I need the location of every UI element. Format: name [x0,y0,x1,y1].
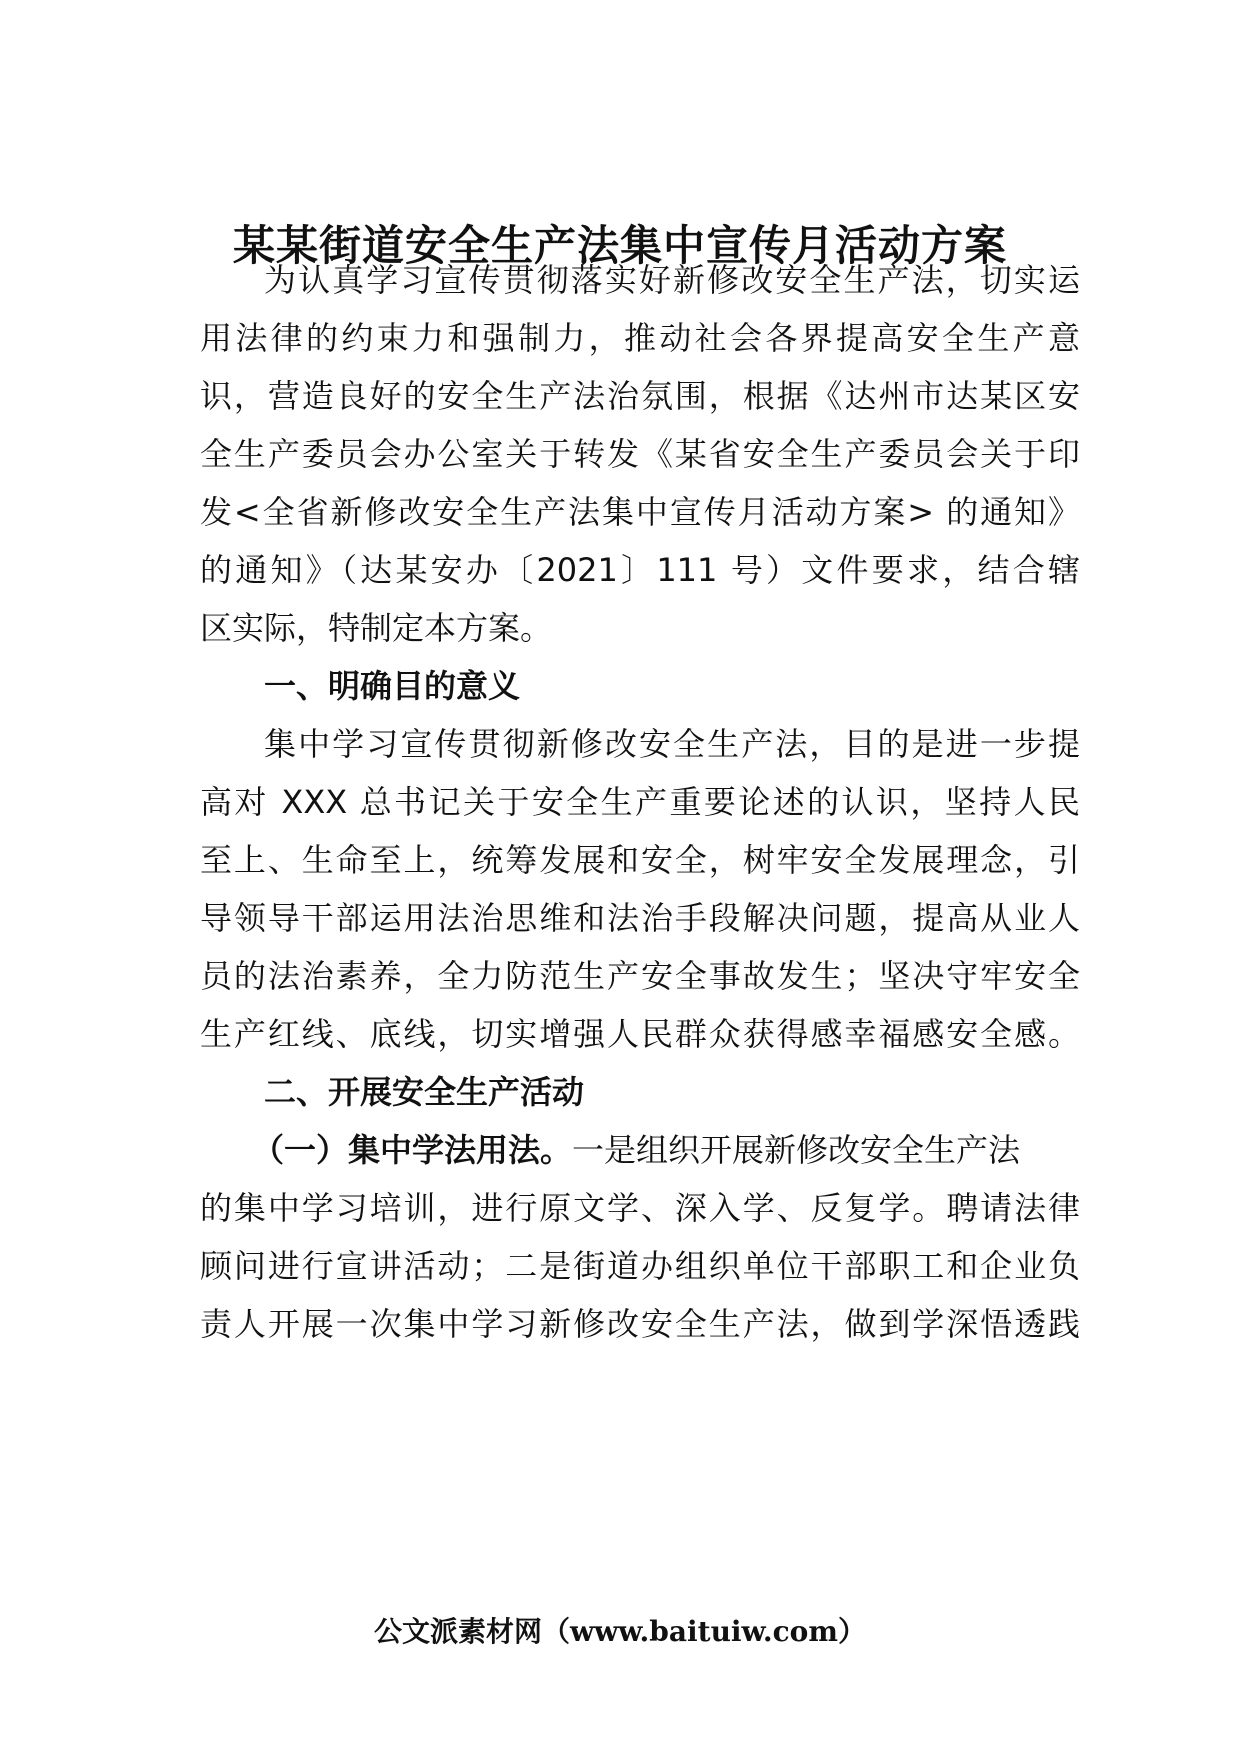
intro-line: 的通知》（达某安办〔2021〕111 号）文件要求，结合辖 [200,551,1080,589]
intro-line: 识，营造良好的安全生产法治氛围，根据《达州市达某区安 [200,377,1080,415]
subsection-line: 责人开展一次集中学习新修改安全生产法，做到学深悟透践 [200,1305,1080,1343]
subsection-text: 一是组织开展新修改安全生产法 [572,1131,1021,1169]
subsection-label: （一）集中学法用法。 [252,1131,573,1169]
section1-line: 集中学习宣传贯彻新修改安全生产法，目的是进一步提 [264,725,1080,763]
subsection-first-line [252,1118,1080,1182]
intro-line: 全生产委员会办公室关于转发《某省安全生产委员会关于印 [200,435,1080,473]
intro-line: 为认真学习宣传贯彻落实好新修改安全生产法，切实运 [264,261,1080,299]
section1-line: 员的法治素养，全力防范生产安全事故发生；坚决守牢安全 [200,957,1080,995]
page-footer: 公文派素材网（www.baituiw.com） [374,1615,866,1648]
intro-line: 发<全省新修改安全生产法集中宣传月活动方案> 的通知》 [200,493,1080,531]
subsection-line: 的集中学习培训，进行原文学、深入学、反复学。聘请法律 [200,1189,1080,1227]
intro-line: 用法律的约束力和强制力，推动社会各界提高安全生产意 [200,319,1080,357]
section1-line: 高对 XXX 总书记关于安全生产重要论述的认识，坚持人民 [200,783,1080,821]
section-heading: 二、开展安全生产活动 [264,1073,585,1111]
section1-line: 至上、生命至上，统筹发展和安全，树牢安全发展理念，引 [200,841,1080,879]
intro-line: 区实际，特制定本方案。 [200,609,553,647]
section1-line: 导领导干部运用法治思维和法治手段解决问题，提高从业人 [200,899,1080,937]
subsection-line: 顾问进行宣讲活动；二是街道办组织单位干部职工和企业负 [200,1247,1080,1285]
section1-line: 生产红线、底线，切实增强人民群众获得感幸福感安全感。 [200,1015,1080,1053]
document-title: 某某街道安全生产法集中宣传月活动方案 [232,221,1007,270]
section-heading: 一、明确目的意义 [264,667,521,705]
